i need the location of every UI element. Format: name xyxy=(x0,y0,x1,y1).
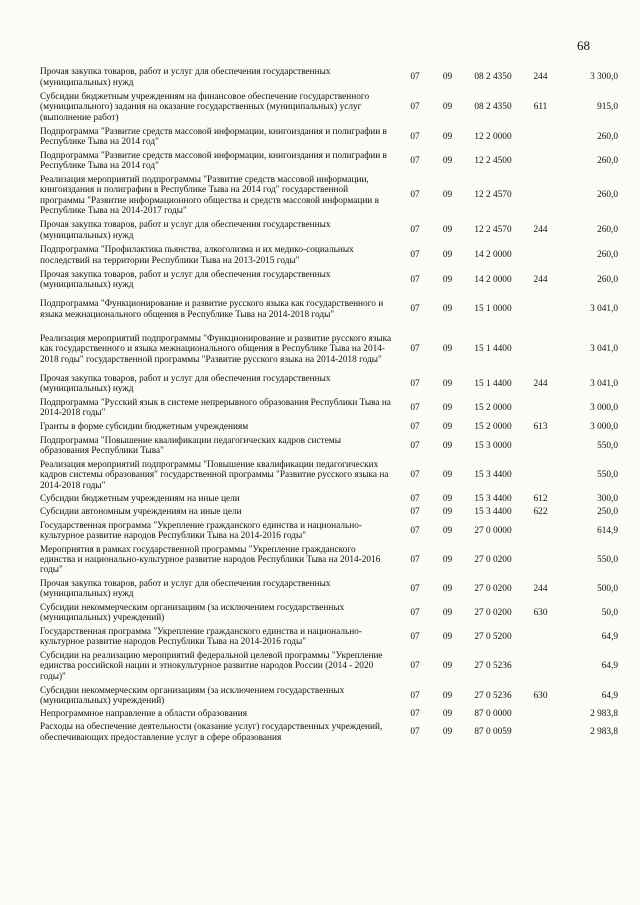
cell-rz: 07 xyxy=(410,661,420,672)
cell-pr: 09 xyxy=(442,72,453,83)
table-row xyxy=(40,372,618,396)
cell-name: Гранты в форме субсидии бюджетным учреждениям xyxy=(40,421,249,432)
cell-name: Субсидии некоммерческим организациям (за исключением государственных (муниципальных) учреждений) xyxy=(40,685,345,706)
table-row xyxy=(40,434,618,458)
cell-name: Непрограммное направление в области образования xyxy=(40,709,247,720)
table-row xyxy=(40,420,618,434)
cell-csr: 27 0 5236 xyxy=(474,690,512,701)
cell-pr: 09 xyxy=(442,304,453,315)
cell-vr xyxy=(523,327,558,372)
table-row xyxy=(40,458,618,493)
cell-rz: 07 xyxy=(410,72,420,83)
cell-sum: 260,0 xyxy=(597,274,618,285)
cell-rz: 07 xyxy=(410,378,420,389)
cell-csr: 27 0 5200 xyxy=(474,631,512,642)
cell-name: Прочая закупка товаров, работ и услуг для обеспечения государственных (муниципальных) нужд xyxy=(40,578,331,599)
cell-rz: 07 xyxy=(410,507,420,518)
cell-vr: 613 xyxy=(533,421,548,432)
cell-rz: 07 xyxy=(410,494,420,505)
cell-pr: 09 xyxy=(442,661,453,672)
table-row xyxy=(40,218,618,243)
table-row xyxy=(40,90,618,125)
cell-vr xyxy=(523,519,558,543)
budget-table xyxy=(40,65,618,744)
cell-vr: 612 xyxy=(533,494,548,505)
cell-sum: 915,0 xyxy=(597,102,618,113)
cell-pr: 09 xyxy=(442,274,453,285)
cell-name: Субсидии некоммерческим организациям (за исключением государственных (муниципальных) учреждений) xyxy=(40,602,345,623)
cell-name: Государственная программа "Укрепление гражданского единства и национально-культурное развитие народов Республики Тыва на 2014-2016 годы" xyxy=(40,520,362,541)
cell-pr: 09 xyxy=(442,554,453,565)
cell-name: Прочая закупка товаров, работ и услуг для обеспечения государственных (муниципальных) нужд xyxy=(40,220,331,241)
cell-pr: 09 xyxy=(442,727,453,738)
cell-sum: 64,9 xyxy=(601,661,618,672)
cell-csr: 15 3 0000 xyxy=(474,440,512,451)
cell-rz: 07 xyxy=(410,607,420,618)
table-row xyxy=(40,684,618,708)
cell-name: Подпрограмма "Развитие средств массовой информации, книгоиздания и полиграфии в Республике Тыва на 2014 год" xyxy=(40,150,387,171)
budget-table-body xyxy=(40,65,618,744)
cell-sum: 260,0 xyxy=(597,225,618,236)
cell-name: Подпрограмма "Функционирование и развитие русского языка как государственного и языка межнационального общения в Республике Тыва на 2014-2018 годы" xyxy=(40,299,384,320)
cell-csr: 87 0 0000 xyxy=(474,709,512,720)
cell-sum: 3 000,0 xyxy=(590,421,618,432)
cell-name: Государственная программа "Укрепление гражданского единства и национально-культурное развитие народов Республики Тыва на 2014-2016 годы" xyxy=(40,626,362,647)
table-row xyxy=(40,543,618,577)
cell-pr: 09 xyxy=(442,607,453,618)
cell-csr: 15 1 4400 xyxy=(474,344,512,355)
cell-csr: 14 2 0000 xyxy=(474,274,512,285)
cell-csr: 12 2 0000 xyxy=(474,131,512,142)
cell-csr: 12 2 4570 xyxy=(474,190,512,201)
cell-name: Прочая закупка товаров, работ и услуг для обеспечения государственных (муниципальных) нужд xyxy=(40,269,331,290)
cell-sum: 50,0 xyxy=(601,607,618,618)
table-row xyxy=(40,601,618,625)
cell-rz: 07 xyxy=(410,274,420,285)
cell-rz: 07 xyxy=(410,250,420,261)
cell-vr xyxy=(523,708,558,721)
cell-pr: 09 xyxy=(442,421,453,432)
cell-sum: 64,9 xyxy=(601,690,618,701)
cell-vr xyxy=(523,396,558,420)
cell-csr: 15 1 0000 xyxy=(474,304,512,315)
cell-pr: 09 xyxy=(442,631,453,642)
cell-vr: 244 xyxy=(533,225,548,236)
cell-rz: 07 xyxy=(410,344,420,355)
table-row xyxy=(40,708,618,721)
cell-pr: 09 xyxy=(442,378,453,389)
cell-pr: 09 xyxy=(442,507,453,518)
table-row xyxy=(40,519,618,543)
table-row xyxy=(40,396,618,420)
cell-pr: 09 xyxy=(442,470,453,481)
cell-csr: 87 0 0059 xyxy=(474,727,512,738)
cell-csr: 15 2 0000 xyxy=(474,421,512,432)
cell-rz: 07 xyxy=(410,304,420,315)
cell-rz: 07 xyxy=(410,190,420,201)
cell-sum: 260,0 xyxy=(597,250,618,261)
cell-vr xyxy=(523,434,558,458)
cell-sum: 260,0 xyxy=(597,131,618,142)
cell-name: Субсидии на реализацию мероприятий федеральной целевой программы "Укрепление единства российской нации и этнокультурное развитие народов России (2014 - 2020 годы)" xyxy=(40,651,383,682)
table-row xyxy=(40,65,618,90)
cell-rz: 07 xyxy=(410,402,420,413)
cell-sum: 300,0 xyxy=(597,494,618,505)
cell-pr: 09 xyxy=(442,525,453,536)
table-row xyxy=(40,268,618,292)
cell-sum: 260,0 xyxy=(597,155,618,166)
cell-vr: 622 xyxy=(533,507,548,518)
cell-vr: 630 xyxy=(533,690,548,701)
cell-csr: 27 0 0200 xyxy=(474,607,512,618)
cell-rz: 07 xyxy=(410,102,420,113)
cell-pr: 09 xyxy=(442,102,453,113)
cell-pr: 09 xyxy=(442,225,453,236)
cell-vr xyxy=(523,625,558,649)
cell-name: Реализация мероприятий подпрограммы "Повышение квалификации педагогических кадров системы образования" государственной программы "Развитие русского языка на 2014-2018 годы" xyxy=(40,460,389,491)
cell-sum: 500,0 xyxy=(597,583,618,594)
table-row xyxy=(40,625,618,649)
cell-vr xyxy=(523,721,558,744)
table-row xyxy=(40,577,618,601)
table-row xyxy=(40,292,618,327)
cell-pr: 09 xyxy=(442,440,453,451)
cell-csr: 08 2 4350 xyxy=(474,72,512,83)
cell-csr: 27 0 5236 xyxy=(474,661,512,672)
cell-vr xyxy=(523,243,558,268)
cell-csr: 15 3 4400 xyxy=(474,470,512,481)
cell-name: Реализация мероприятий подпрограммы "Функционирование и развитие русского языка как государственного и языка межнационального общения в Республике Тыва на 2014-2018 годы" государственной программы "Развитие русского языка на 2014-2018 годы" xyxy=(40,334,392,365)
cell-pr: 09 xyxy=(442,402,453,413)
cell-vr xyxy=(523,649,558,684)
table-row xyxy=(40,649,618,684)
cell-sum: 2 983,8 xyxy=(590,727,618,738)
cell-csr: 15 3 4400 xyxy=(474,494,512,505)
table-row xyxy=(40,493,618,506)
cell-pr: 09 xyxy=(442,131,453,142)
cell-pr: 09 xyxy=(442,583,453,594)
cell-vr: 630 xyxy=(533,607,548,618)
cell-csr: 27 0 0000 xyxy=(474,525,512,536)
cell-rz: 07 xyxy=(410,421,420,432)
cell-name: Субсидии бюджетным учреждениям на финансовое обеспечение государственного (муниципального) задания на оказание государственных (муниципальных) услуг (выполнение работ) xyxy=(40,92,370,123)
cell-vr: 244 xyxy=(533,72,548,83)
cell-rz: 07 xyxy=(410,470,420,481)
cell-rz: 07 xyxy=(410,583,420,594)
cell-csr: 12 2 4570 xyxy=(474,225,512,236)
cell-vr xyxy=(523,125,558,149)
cell-vr xyxy=(523,543,558,577)
cell-sum: 3 000,0 xyxy=(590,402,618,413)
cell-vr xyxy=(523,149,558,173)
cell-name: Прочая закупка товаров, работ и услуг для обеспечения государственных (муниципальных) нужд xyxy=(40,373,331,394)
cell-csr: 15 1 4400 xyxy=(474,378,512,389)
cell-pr: 09 xyxy=(442,344,453,355)
cell-name: Подпрограмма "Профилактика пьянства, алкоголизма и их медико-социальных последствий на территории Республики Тыва на 2013-2015 годы" xyxy=(40,245,354,266)
cell-csr: 27 0 0200 xyxy=(474,583,512,594)
page-number: 68 xyxy=(577,38,590,53)
cell-vr: 611 xyxy=(533,102,548,113)
cell-name: Субсидии автономным учреждениям на иные цели xyxy=(40,507,242,518)
cell-rz: 07 xyxy=(410,440,420,451)
cell-sum: 550,0 xyxy=(597,470,618,481)
cell-name: Мероприятия в рамках государственной программы "Укрепление гражданского единства и национально-культурное развитие народов Республики Тыва на 2014-2016 годы" xyxy=(40,544,381,576)
cell-csr: 15 3 4400 xyxy=(474,507,512,518)
table-row xyxy=(40,721,618,744)
cell-sum: 3 041,0 xyxy=(590,344,618,355)
cell-sum: 2 983,8 xyxy=(590,709,618,720)
cell-pr: 09 xyxy=(442,250,453,261)
cell-sum: 260,0 xyxy=(597,190,618,201)
cell-pr: 09 xyxy=(442,190,453,201)
cell-vr xyxy=(523,173,558,218)
cell-rz: 07 xyxy=(410,727,420,738)
cell-vr: 244 xyxy=(533,274,548,285)
cell-sum: 3 041,0 xyxy=(590,304,618,315)
cell-vr: 244 xyxy=(533,378,548,389)
cell-sum: 614,9 xyxy=(597,525,618,536)
cell-sum: 550,0 xyxy=(597,554,618,565)
cell-name: Субсидии бюджетным учреждениям на иные цели xyxy=(40,494,240,505)
cell-name: Подпрограмма "Развитие средств массовой информации, книгоиздания и полиграфии в Республике Тыва на 2014 год" xyxy=(40,126,387,147)
cell-sum: 3 041,0 xyxy=(590,378,618,389)
cell-sum: 3 300,0 xyxy=(590,72,618,83)
cell-name: Расходы на обеспечение деятельности (оказание услуг) государственных учреждений, обеспечивающих предоставление услуг в сфере образования xyxy=(40,722,383,743)
cell-rz: 07 xyxy=(410,631,420,642)
cell-rz: 07 xyxy=(410,554,420,565)
cell-rz: 07 xyxy=(410,155,420,166)
table-row xyxy=(40,149,618,173)
cell-sum: 64,9 xyxy=(601,631,618,642)
table-row xyxy=(40,327,618,372)
cell-pr: 09 xyxy=(442,494,453,505)
cell-sum: 250,0 xyxy=(597,507,618,518)
table-row xyxy=(40,243,618,268)
cell-rz: 07 xyxy=(410,131,420,142)
cell-pr: 09 xyxy=(442,709,453,720)
cell-rz: 07 xyxy=(410,709,420,720)
cell-name: Подпрограмма "Повышение квалификации педагогических кадров системы образования Республики Тыва" xyxy=(40,435,341,456)
table-row xyxy=(40,506,618,519)
cell-vr xyxy=(523,292,558,327)
cell-rz: 07 xyxy=(410,225,420,236)
cell-csr: 12 2 4500 xyxy=(474,155,512,166)
cell-rz: 07 xyxy=(410,525,420,536)
cell-vr: 244 xyxy=(533,583,548,594)
cell-csr: 27 0 0200 xyxy=(474,554,512,565)
table-row xyxy=(40,125,618,149)
cell-csr: 14 2 0000 xyxy=(474,250,512,261)
cell-name: Прочая закупка товаров, работ и услуг для обеспечения государственных (муниципальных) нужд xyxy=(40,67,331,88)
cell-csr: 15 2 0000 xyxy=(474,402,512,413)
cell-csr: 08 2 4350 xyxy=(474,102,512,113)
cell-name: Подпрограмма "Русский язык в системе непрерывного образования Республики Тыва на 2014-2018 годы" xyxy=(40,397,391,418)
cell-rz: 07 xyxy=(410,690,420,701)
cell-sum: 550,0 xyxy=(597,440,618,451)
cell-vr xyxy=(523,458,558,493)
cell-pr: 09 xyxy=(442,155,453,166)
table-row xyxy=(40,173,618,218)
cell-pr: 09 xyxy=(442,690,453,701)
cell-name: Реализация мероприятий подпрограммы "Развитие средств массовой информации, книгоиздания и полиграфии в Республике Тыва на 2014 год" государственной программы "Развитие информационного общества и средств массовой информации в Республике Тыва на 2014-2017 годы" xyxy=(40,175,379,216)
